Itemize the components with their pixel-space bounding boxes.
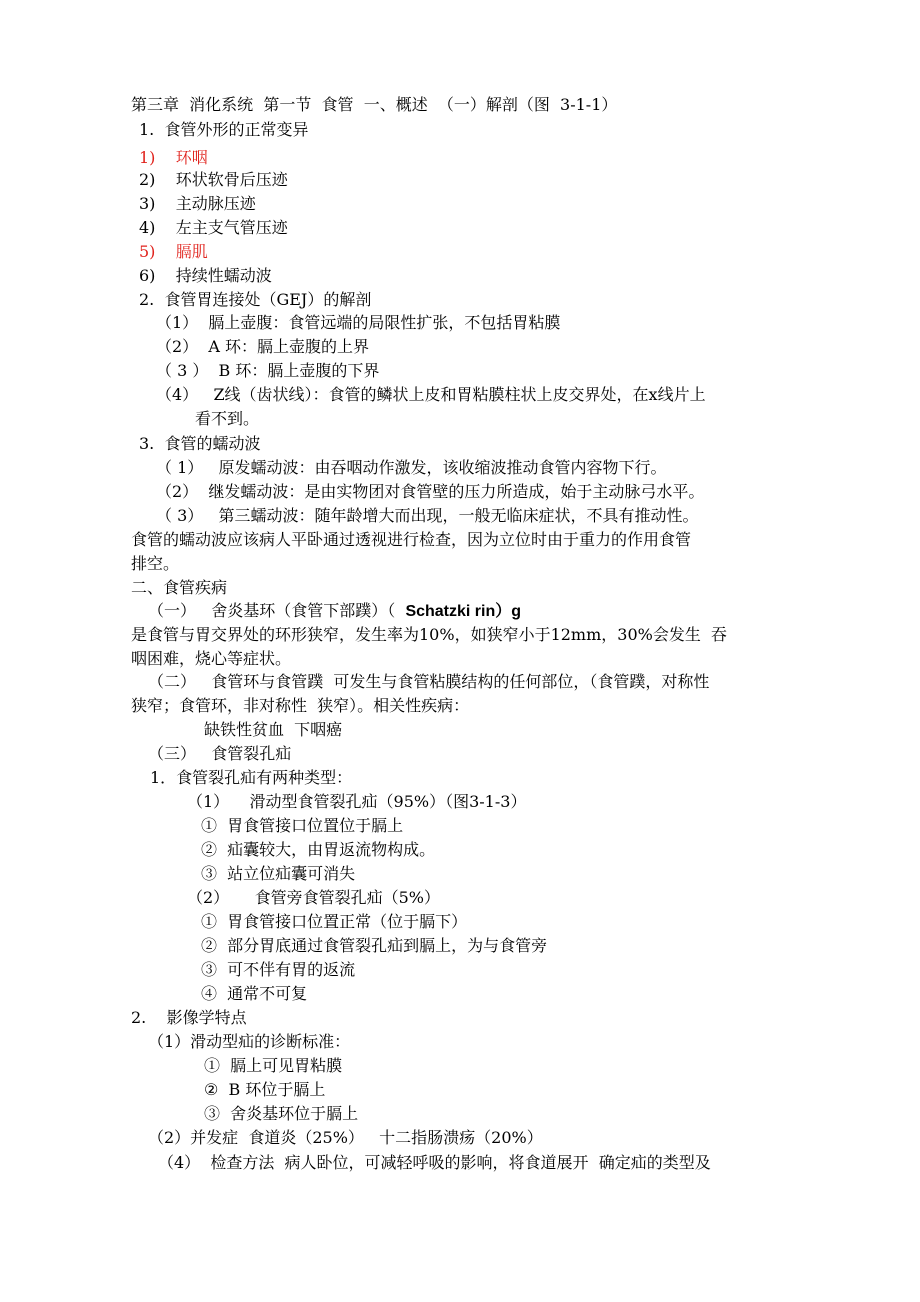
peristalsis-note-continued: 排空。 — [131, 554, 180, 573]
schatzki-heading-cn: （一） 舍炎基环（食管下部蹼）（ — [148, 601, 406, 620]
gej-item-a-ring: （2） A 环：膈上壶腹的上界 — [156, 337, 369, 356]
criteria-item-2: ② B 环位于膈上 — [204, 1080, 326, 1099]
web-ring-description: 狭窄；食管环，非对称性 狭窄）。相关性疾病： — [131, 696, 470, 715]
sliding-item-3: ③ 站立位疝囊可消失 — [201, 864, 356, 883]
criteria-item-1: ① 膈上可见胃粘膜 — [204, 1056, 343, 1075]
gej-item-z-line: （4） Z线（齿状线）：食管的鳞状上皮和胃粘膜柱状上皮交界处，在x线片上 — [156, 385, 706, 404]
list-item-left-bronchus: 4) 左主支气管压迹 — [139, 218, 288, 237]
section-heading-external-variants: 1. 食管外形的正常变异 — [139, 120, 309, 139]
sliding-criteria-heading: （1）滑动型疝的诊断标准： — [148, 1032, 351, 1051]
list-item-diaphragm: 5) 膈肌 — [139, 242, 208, 261]
paraesophageal-item-3: ③ 可不伴有胃的返流 — [201, 960, 356, 979]
list-item-postcricoid: 2) 环状软骨后压迹 — [139, 170, 288, 189]
section-heading-gej: 2. 食管胃连接处（GEJ）的解剖 — [139, 290, 372, 309]
peristalsis-primary: （ 1） 原发蠕动波：由吞咽动作激发，该收缩波推动食管内容物下行。 — [156, 458, 667, 477]
sliding-hernia-heading: （1） 滑动型食管裂孔疝（95%）（图3-1-3） — [187, 792, 527, 811]
list-item-cricopharyngeus: 1) 环咽 — [139, 148, 208, 167]
paraesophageal-item-1: ① 胃食管接口位置正常（位于膈下） — [201, 912, 468, 931]
web-ring-heading: （二） 食管环与食管蹼 可发生与食管粘膜结构的任何部位，（食管蹼，对称性 — [148, 672, 710, 691]
chapter-heading: 第三章 消化系统 第一节 食管 一、概述 （一）解剖（图 3-1-1） — [131, 95, 618, 114]
paraesophageal-item-4: ④ 通常不可复 — [201, 984, 308, 1003]
criteria-item-3: ③ 舍炎基环位于膈上 — [204, 1104, 359, 1123]
peristalsis-secondary: （2） 继发蠕动波：是由实物团对食管壁的压力所造成，始于主动脉弓水平。 — [156, 482, 705, 501]
gej-item-b-ring: （ 3 ） B 环：膈上壶腹的下界 — [156, 361, 380, 380]
schatzki-description: 是食管与胃交界处的环形狭窄，发生率为10%，如狭窄小于12mm，30%会发生 吞 — [131, 625, 728, 644]
sliding-item-1: ① 胃食管接口位置位于膈上 — [201, 816, 404, 835]
examination-method: （4） 检查方法 病人卧位，可减轻呼吸的影响，将食道展开 确定疝的类型及 — [158, 1153, 711, 1172]
hiatal-hernia-heading: （三） 食管裂孔疝 — [148, 744, 292, 763]
imaging-features-heading: 2. 影像学特点 — [131, 1008, 247, 1027]
complications-line: （2）并发症 食道炎（25%） 十二指肠溃疡（20%） — [148, 1128, 543, 1147]
related-diseases: 缺铁性贫血 下咽癌 — [204, 720, 343, 739]
schatzki-heading — [148, 601, 521, 622]
schatzki-heading-en: Schatzki rin）g — [405, 603, 522, 620]
section-heading-diseases: 二、食管疾病 — [131, 578, 228, 597]
peristalsis-note: 食管的蠕动波应该病人平卧通过透视进行检查，因为立位时由于重力的作用食管 — [131, 530, 692, 549]
hernia-types-heading: 1．食管裂孔疝有两种类型： — [150, 768, 353, 787]
schatzki-description-continued: 咽困难，烧心等症状。 — [131, 649, 292, 668]
gej-item-z-line-continued: 看不到。 — [195, 409, 260, 428]
peristalsis-tertiary: （ 3） 第三蠕动波：随年龄增大而出现，一般无临床症状，不具有推动性。 — [156, 506, 699, 525]
list-item-aortic: 3) 主动脉压迹 — [139, 194, 256, 213]
section-heading-peristalsis: 3. 食管的蠕动波 — [139, 434, 261, 453]
gej-item-ampulla: （1） 膈上壶腹：食管远端的局限性扩张，不包括胃粘膜 — [156, 313, 561, 332]
list-item-peristalsis: 6) 持续性蠕动波 — [139, 266, 272, 285]
paraesophageal-hernia-heading: （2） 食管旁食管裂孔疝（5%） — [187, 888, 440, 907]
sliding-item-2: ② 疝囊较大，由胃返流物构成。 — [201, 840, 436, 859]
paraesophageal-item-2: ② 部分胃底通过食管裂孔疝到膈上，为与食管旁 — [201, 936, 548, 955]
